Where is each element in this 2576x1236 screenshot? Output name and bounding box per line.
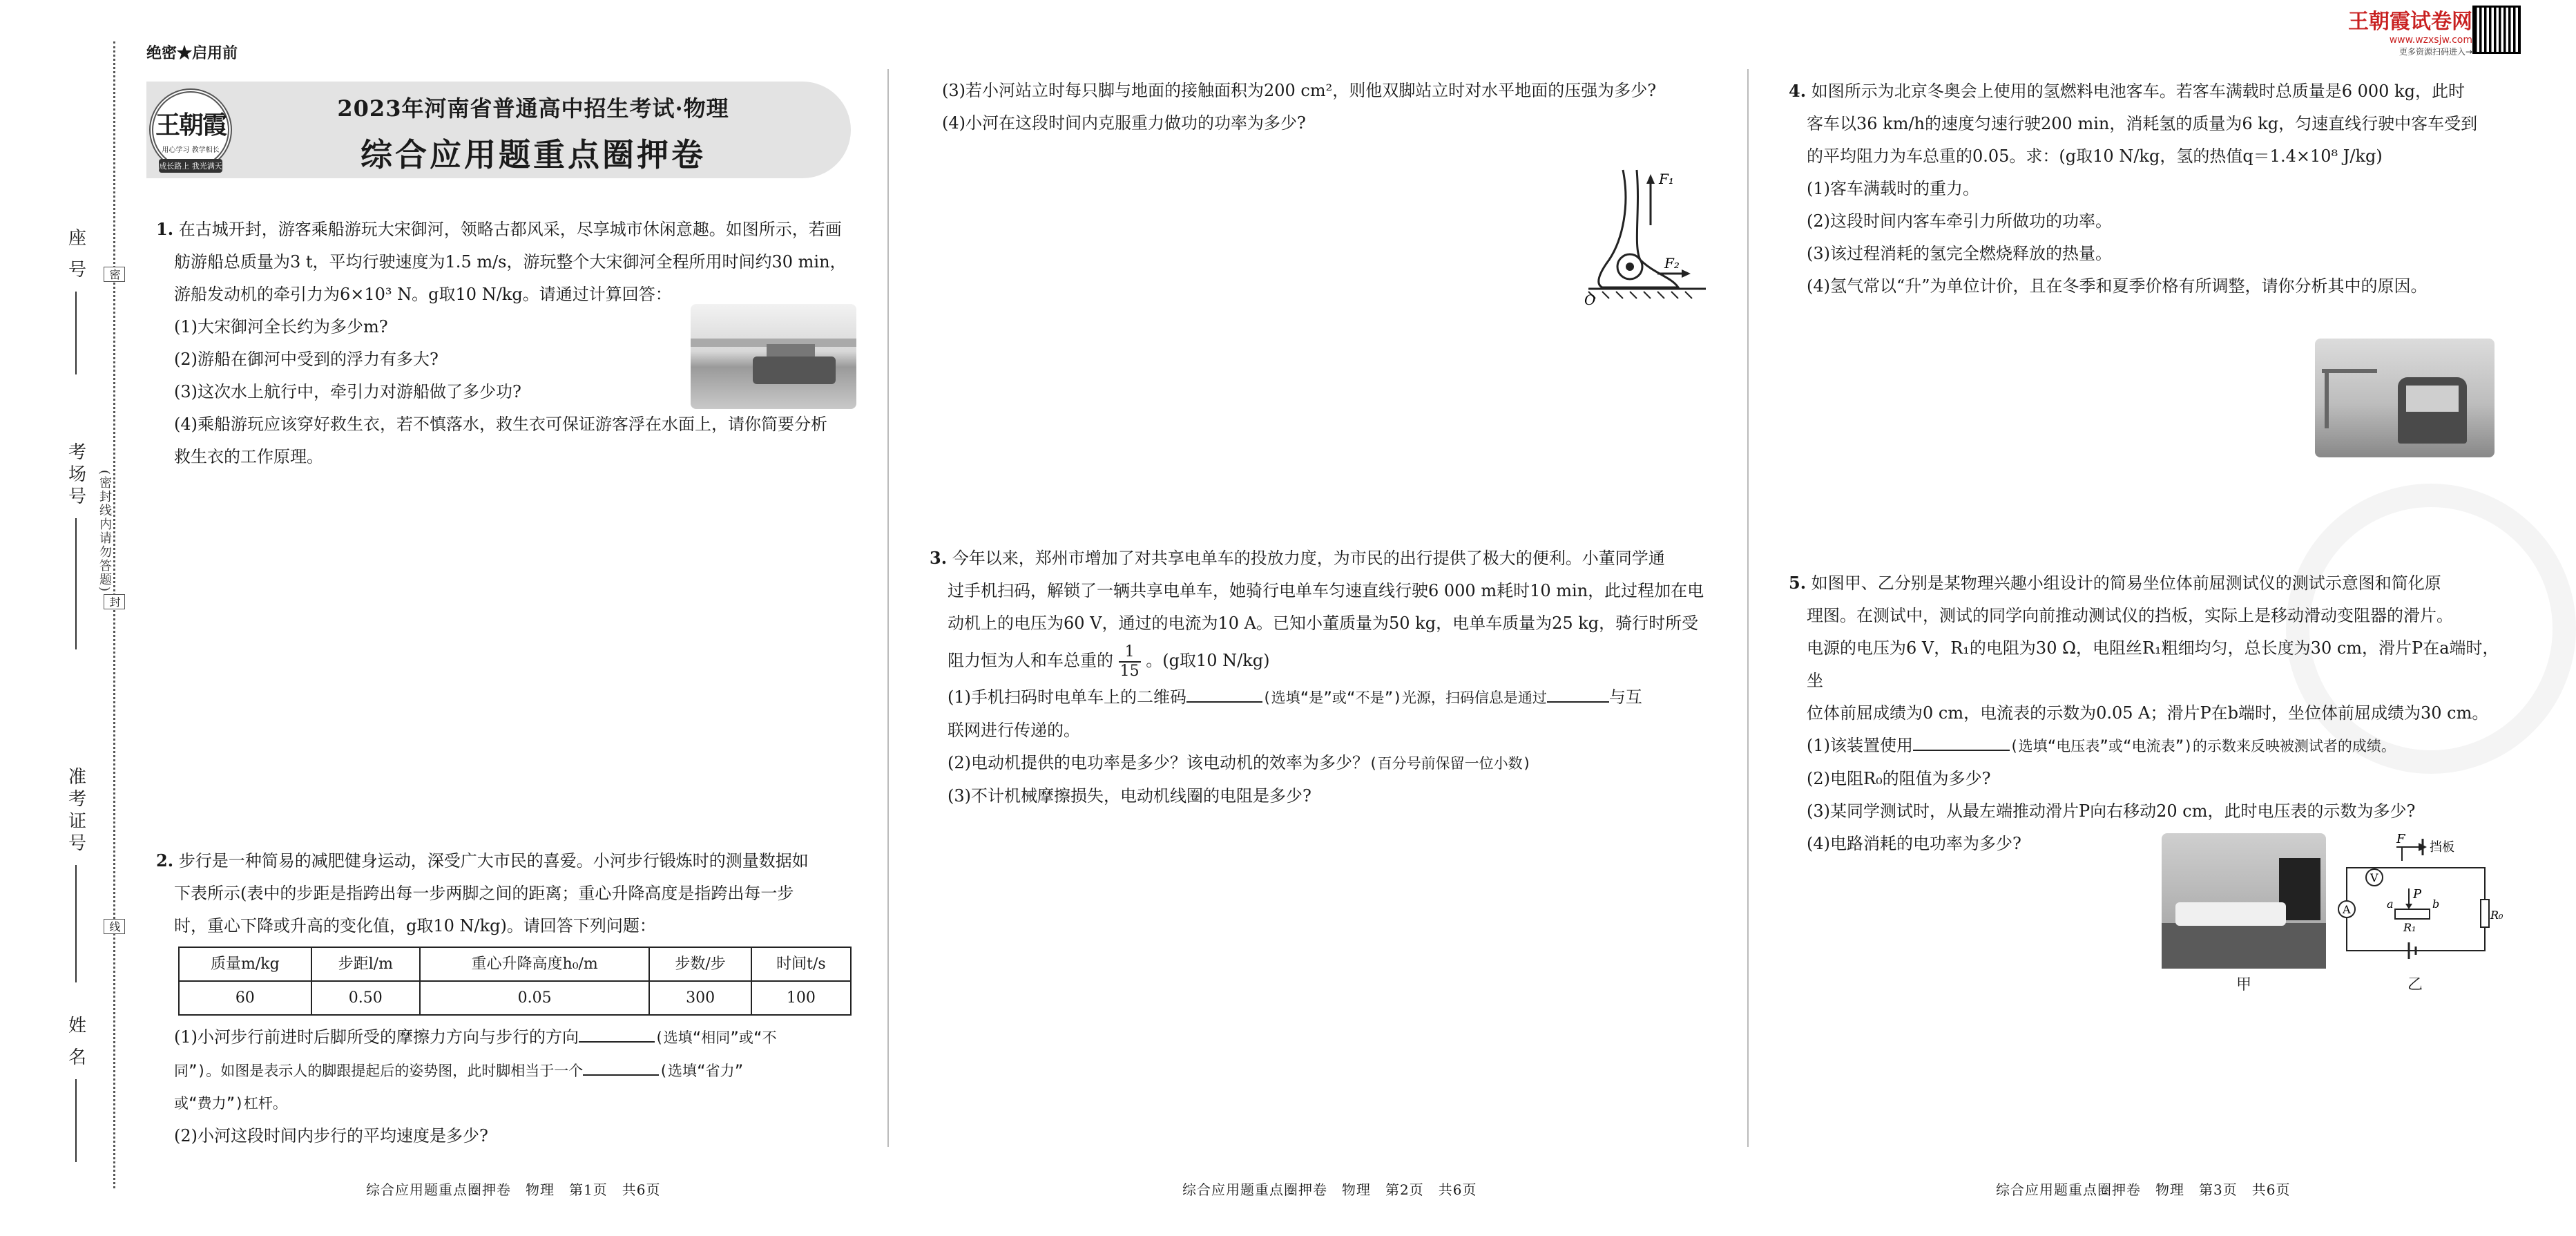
seat-number-field: 座 号 bbox=[55, 228, 97, 374]
logo-name: 王朝霞 bbox=[155, 111, 226, 140]
publisher-logo bbox=[149, 88, 232, 171]
column-divider-2 bbox=[1747, 69, 1749, 1147]
exam-subtitle: 综合应用题重点圈押卷 bbox=[361, 136, 706, 173]
question-3: 3. 今年以来，郑州市增加了对共享电单车的投放力度，为市民的出行提供了极大的便利。小董同学通 过手机扫码，解锁了一辆共享电单车，她骑行电单车匀速直线行驶6 000 m耗时10 min，此过程加在电 动机上的电压为60 V，通过的电流为10 A。已知小董质量为50 kg，电单车质量为25 kg，骑行时所受 阻力恒为人和车总重的 $\frac{1}{15}$ 。(g取10 N/kg) (1)手机扫码时电单车上的二维码 (选填“是”或“不是”)光源，扫码信息是通过 与互 联网进行传递的。 (2)电动机提供的电功率是多少？该电动机的效率为多少？(百分号前保留一位小数) (3)不计机械摩擦损失，电动机线圈的电阻是多少? bbox=[930, 548, 1704, 806]
logo-motto: 用心学习 教学相长 bbox=[162, 146, 220, 154]
column-divider-1 bbox=[887, 69, 889, 1147]
walking-data-table bbox=[178, 947, 852, 1016]
label-b: b bbox=[2432, 897, 2440, 911]
question-2: 2. 步行是一种简易的减肥健身运动，深受广大市民的喜爱。小河步行锻炼时的测量数据如 下表所示(表中的步距是指跨出每一步两脚之间的距离；重心升降高度是指跨出每一步 时，重心下降或升高的变化值，g取10 N/kg)。请回答下列问题： 质量m/kg 步距l/m 重心升降高度h₀/m 步数/步 时间t/s 60 0.50 0.05 300 100 (1)小河步行前进时后脚所受的摩擦力方向与步行的方向 (选填“相同”或“不 同”)。如图是表示人的脚跟提起后的姿势图，此时脚相当于一个 (选填“省力” 或“费力”)杠杆。 (2)小河这段时间内步行的平均速度是多少? bbox=[156, 844, 854, 1152]
page-footer-3: 综合应用题重点圈押卷 物理 第3页 共6页 bbox=[1996, 1181, 2291, 1198]
question-4: 4. 如图所示为北京冬奥会上使用的氢燃料电池客车。若客车满载时总质量是6 000 kg，此时 客车以36 km/h的速度匀速行驶200 min，消耗氢的质量为6 kg，匀速直线行驶中客车受到 的平均阻力为车总重的0.05。求：(g取10 N/kg，氢的热值q＝1.4×10⁸ J/kg) (1)客车满载时的重力。 (2)这段时间内客车牵引力所做功的功率。 (3)该过程消耗的氢完全燃烧释放的热量。 (4)氢气常以“升”为单位计价，且在冬季和夏季价格有所调整，请你分析其中的原因。 bbox=[1789, 81, 2478, 296]
resistor-r0 bbox=[2481, 900, 2489, 927]
question-5: 5. 如图甲、乙分别是某物理兴趣小组设计的简易坐位体前屈测试仪的测试示意图和简化原 理图。在测试中，测试的同学向前推动测试仪的挡板，实际上是移动滑动变阻器的滑片。 电源的电压为6 V，R₁的电阻为30 Ω，电阻丝R₁粗细均匀，总长度为30 cm，滑片P在a端时，坐 位体前屈成绩为0 cm，电流表的示数为0.05 A；滑片P在b端时，坐位体前屈成绩为30 cm。 (1)该装置使用 (选填“电压表”或“电流表”)的示数来反映被测试者的成绩。 (2)电阻R₀的阻值为多少? (3)某同学测试时，从最左端推动滑片P向右移动20 cm，此时电压表的示数为多少? (4)电路消耗的电功率为多少? bbox=[1789, 573, 2499, 853]
label-baffle: 挡板 bbox=[2430, 840, 2454, 855]
name-field: 姓 名 bbox=[55, 1016, 97, 1162]
table-row: 60 0.50 0.05 300 100 bbox=[179, 981, 851, 1015]
answer-blank[interactable] bbox=[583, 1058, 659, 1076]
exam-room-field: 考场号 bbox=[55, 442, 97, 649]
brand-name: 王朝霞试卷网 bbox=[2348, 10, 2472, 34]
answer-blank[interactable] bbox=[1547, 685, 1609, 703]
question-3-number: 3. bbox=[930, 548, 948, 568]
resistor-r1 bbox=[2395, 909, 2430, 919]
circuit-diagram bbox=[2333, 832, 2503, 978]
page-footer-2: 综合应用题重点圈押卷 物理 第2页 共6页 bbox=[1182, 1181, 1477, 1198]
seal-tag-mi: 密 bbox=[104, 267, 125, 282]
figure-label-jia: 甲 bbox=[2236, 976, 2252, 993]
seal-note: (密封线内请勿答题) bbox=[97, 470, 112, 593]
fraction-one-fifteenth: $\frac{1}{15}$ bbox=[1119, 643, 1140, 680]
logo-ribbon: 成长路上 我光满天 bbox=[159, 159, 222, 173]
label-o: O bbox=[1584, 292, 1596, 308]
label-voltmeter: V bbox=[2370, 871, 2378, 884]
label-ammeter: A bbox=[2343, 903, 2351, 916]
binding-dotted-line bbox=[113, 41, 115, 1188]
figure-label-yi: 乙 bbox=[2407, 976, 2423, 993]
page-footer-1: 综合应用题重点圈押卷 物理 第1页 共6页 bbox=[366, 1181, 661, 1198]
qr-code-icon bbox=[2472, 6, 2521, 54]
admission-number-field: 准考证号 bbox=[55, 767, 97, 982]
confidential-label: 绝密★启用前 bbox=[146, 44, 238, 62]
seal-tag-xian: 线 bbox=[104, 919, 125, 934]
foot-lever-diagram bbox=[1582, 163, 1713, 308]
exam-header bbox=[146, 82, 851, 178]
table-header-row: 质量m/kg 步距l/m 重心升降高度h₀/m 步数/步 时间t/s bbox=[179, 947, 851, 981]
question-4-number: 4. bbox=[1789, 81, 1807, 101]
exam-title: 2023年河南省普通高中招生考试·物理 bbox=[337, 95, 729, 122]
label-slider-p: P bbox=[2413, 887, 2422, 902]
label-r0: R₀ bbox=[2490, 909, 2503, 922]
answer-blank[interactable] bbox=[579, 1025, 655, 1043]
brand-url: www.wzxsjw.com bbox=[2389, 35, 2472, 46]
question-1: 1. 在古城开封，游客乘船游玩大宋御河，领略古都风采，尽享城市休闲意趣。如图所示，若画 舫游船总质量为3 t，平均行驶速度为1.5 m/s，游玩整个大宋御河全程所用时间约30 min， 游船发动机的牵引力为6×10³ N。g取10 N/kg。请通过计算回答： (1)大宋御河全长约为多少m? (2)游船在御河中受到的浮力有多大? (3)这次水上航行中，牵引力对游船做了多少功? (4)乘船游玩应该穿好救生衣，若不慎落水，救生衣可保证游客浮在水面上，请你简要分析 救生衣的工作原理。 bbox=[156, 219, 847, 466]
label-a: a bbox=[2387, 897, 2394, 911]
brand-slogan: 更多资源扫码进入→ bbox=[2399, 47, 2472, 57]
label-force: F bbox=[2396, 832, 2405, 846]
brand-block bbox=[2348, 4, 2472, 57]
label-f1: F₁ bbox=[1659, 171, 1674, 187]
question-5-number: 5. bbox=[1789, 573, 1807, 593]
ferry-boat-photo bbox=[691, 304, 856, 409]
label-f2: F₂ bbox=[1664, 255, 1680, 272]
sit-and-reach-photo bbox=[2162, 833, 2326, 969]
question-2-continued: (3)若小河站立时每只脚与地面的接触面积为200 cm²，则他双脚站立时对水平地面的压强为多少? (4)小河在这段时间内克服重力做功的功率为多少? bbox=[942, 81, 1657, 133]
answer-blank[interactable] bbox=[1186, 685, 1262, 703]
label-r1: R₁ bbox=[2403, 921, 2416, 934]
seal-tag-feng: 封 bbox=[104, 594, 125, 609]
answer-blank[interactable] bbox=[1913, 733, 2010, 751]
question-1-number: 1. bbox=[156, 219, 174, 239]
question-2-number: 2. bbox=[156, 850, 174, 871]
hydrogen-bus-photo bbox=[2315, 339, 2495, 457]
